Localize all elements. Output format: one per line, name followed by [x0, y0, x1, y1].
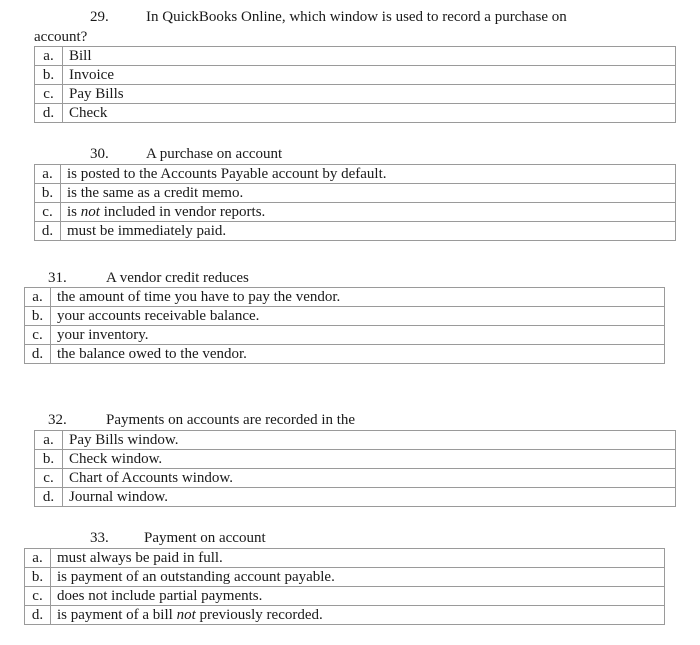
option-row	[35, 450, 676, 469]
option-row	[35, 66, 676, 85]
option-text: is payment of an outstanding account payable.	[51, 568, 665, 587]
option-text	[61, 203, 676, 222]
option-letter: c.	[25, 587, 51, 606]
option-text-emphasis: not	[80, 204, 100, 220]
question-32-options	[34, 430, 676, 507]
option-text: Pay Bills	[63, 85, 676, 104]
option-letter: a.	[25, 288, 51, 307]
question-stem: A vendor credit reduces	[106, 270, 249, 286]
option-row	[35, 184, 676, 203]
option-text: Chart of Accounts window.	[63, 469, 676, 488]
option-text: the amount of time you have to pay the vendor.	[51, 288, 665, 307]
option-letter: b.	[35, 66, 63, 85]
question-31-options	[24, 287, 665, 364]
question-29-heading	[90, 7, 567, 27]
option-row	[35, 469, 676, 488]
option-row	[35, 165, 676, 184]
option-text	[51, 606, 665, 625]
question-31-heading	[48, 268, 249, 288]
question-32-heading	[48, 410, 355, 430]
option-letter: b.	[35, 184, 61, 203]
option-letter: c.	[25, 326, 51, 345]
option-letter: c.	[35, 469, 63, 488]
option-row	[25, 568, 665, 587]
option-letter: d.	[35, 488, 63, 507]
option-letter: d.	[25, 606, 51, 625]
option-letter: a.	[35, 431, 63, 450]
question-number: 32.	[48, 412, 67, 428]
option-text-part: is	[67, 204, 81, 220]
option-text: the balance owed to the vendor.	[51, 345, 665, 364]
option-row	[25, 587, 665, 606]
question-29-options	[34, 46, 676, 123]
option-text: Check window.	[63, 450, 676, 469]
option-row	[35, 222, 676, 241]
question-33-options	[24, 548, 665, 625]
question-29-stem-continued: account?	[34, 29, 88, 45]
option-text-emphasis: not	[176, 607, 196, 623]
question-number: 31.	[48, 270, 67, 286]
option-text: is posted to the Accounts Payable account by default.	[61, 165, 676, 184]
option-letter: a.	[35, 47, 63, 66]
question-stem: Payment on account	[144, 530, 266, 546]
option-row	[35, 85, 676, 104]
option-text-part: is payment of a bill	[57, 607, 177, 623]
option-letter: b.	[25, 568, 51, 587]
option-text: does not include partial payments.	[51, 587, 665, 606]
question-30-heading	[90, 144, 282, 164]
option-letter: c.	[35, 85, 63, 104]
option-letter: d.	[35, 104, 63, 123]
option-text: your inventory.	[51, 326, 665, 345]
question-stem: A purchase on account	[146, 146, 283, 162]
option-row	[25, 288, 665, 307]
question-30-options	[34, 164, 676, 241]
option-letter: d.	[35, 222, 61, 241]
option-letter: a.	[25, 549, 51, 568]
option-row	[35, 203, 676, 222]
option-letter: a.	[35, 165, 61, 184]
question-33-heading	[90, 528, 266, 548]
option-row	[25, 345, 665, 364]
option-row	[25, 606, 665, 625]
question-number: 29.	[90, 9, 109, 25]
option-row	[35, 104, 676, 123]
option-row	[35, 431, 676, 450]
option-row	[35, 47, 676, 66]
option-text: Invoice	[63, 66, 676, 85]
option-row	[25, 307, 665, 326]
option-row	[25, 549, 665, 568]
option-text-part: included in vendor reports.	[99, 204, 266, 220]
question-number: 33.	[90, 530, 109, 546]
question-stem: In QuickBooks Online, which window is used to record a purchase on	[146, 9, 567, 25]
option-letter: b.	[25, 307, 51, 326]
option-row	[25, 326, 665, 345]
question-stem: Payments on accounts are recorded in the	[106, 412, 356, 428]
option-letter: c.	[35, 203, 61, 222]
option-text: Bill	[63, 47, 676, 66]
option-letter: d.	[25, 345, 51, 364]
option-text: must be immediately paid.	[61, 222, 676, 241]
option-text: Journal window.	[63, 488, 676, 507]
option-text: is the same as a credit memo.	[61, 184, 676, 203]
option-row	[35, 488, 676, 507]
option-text: must always be paid in full.	[51, 549, 665, 568]
question-number: 30.	[90, 146, 109, 162]
option-letter: b.	[35, 450, 63, 469]
option-text: your accounts receivable balance.	[51, 307, 665, 326]
option-text: Pay Bills window.	[63, 431, 676, 450]
option-text-part: previously recorded.	[195, 607, 323, 623]
option-text: Check	[63, 104, 676, 123]
